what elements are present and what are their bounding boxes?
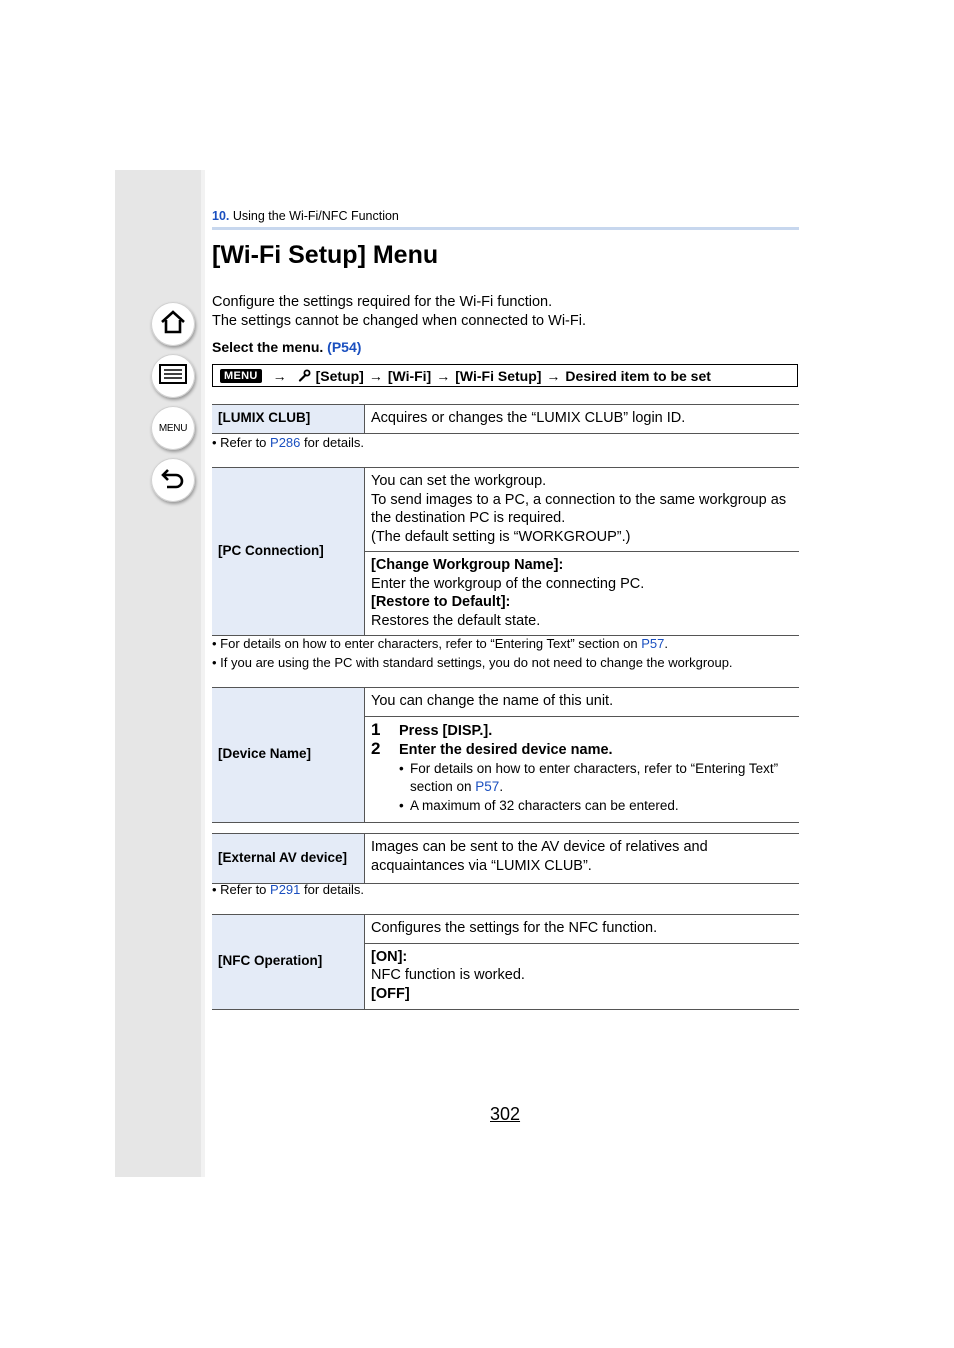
change-workgroup-title: [Change Workgroup Name]: [371, 557, 564, 573]
sub-line: For details on how to enter characters, refer to “Entering Text” [410, 760, 779, 776]
pc-connection-note-1 [212, 636, 668, 651]
menu-badge: MENU [220, 369, 262, 383]
menu-path [212, 364, 798, 387]
nfc-on-desc: NFC function is worked. [371, 967, 525, 983]
sub-text: A maximum of 32 characters can be entered. [410, 797, 679, 813]
nfc-desc: Configures the settings for the NFC function. [365, 915, 800, 944]
arrow: → [546, 367, 561, 384]
select-menu-label: Select the menu. [212, 339, 324, 355]
bullet: • [399, 797, 404, 813]
nfc-label: [NFC Operation] [212, 915, 365, 1010]
arrow: → [272, 367, 287, 384]
pc-connection-note-2: • If you are using the PC with standard settings, you do not need to change the workgroup. [212, 655, 733, 670]
back-button[interactable] [151, 458, 195, 502]
lumix-club-label: [LUMIX CLUB] [212, 405, 365, 434]
sub-bullet [371, 760, 793, 797]
sub-line: section on [410, 779, 476, 794]
desc-line: To send images to a PC, a connection to the same workgroup as [371, 491, 787, 508]
step-number: 2 [371, 739, 381, 758]
home-button[interactable] [151, 302, 195, 346]
chapter-header [212, 209, 399, 223]
step-2 [371, 740, 793, 760]
arrow: → [436, 367, 451, 384]
note-text: • Refer to [212, 435, 271, 450]
chapter-number: 10. [212, 209, 230, 223]
nfc-options [365, 943, 800, 1010]
device-name-label: [Device Name] [212, 688, 365, 823]
device-name-desc: You can change the name of this unit. [365, 688, 800, 717]
step-number: 1 [371, 719, 381, 739]
pc-connection-options [365, 552, 800, 636]
chapter-rule [212, 227, 799, 230]
note-text: for details. [300, 882, 364, 897]
restore-default-title: [Restore to Default]: [371, 594, 511, 610]
back-arrow-icon [159, 464, 187, 497]
note-text: • For details on how to enter characters, refer to “Entering Text” section on [212, 636, 642, 651]
desc-line: You can set the workgroup. [371, 473, 547, 489]
contents-button[interactable] [151, 354, 195, 398]
entering-text-link[interactable]: P57 [475, 779, 500, 794]
pc-connection-table [212, 467, 799, 636]
sub-line: . [499, 779, 504, 794]
lumix-club-table [212, 404, 799, 434]
nfc-on-title: [ON]: [371, 948, 408, 965]
note-text: for details. [300, 435, 364, 450]
change-workgroup-desc: Enter the workgroup of the connecting PC. [371, 575, 645, 592]
list-icon [158, 362, 188, 391]
external-av-note [212, 882, 364, 897]
desc-line: (The default setting is “WORKGROUP”.) [371, 528, 631, 545]
intro-text [212, 293, 586, 331]
menu-button[interactable] [151, 406, 195, 450]
step-1 [371, 721, 793, 741]
arrow: → [368, 367, 383, 384]
device-name-table [212, 687, 799, 823]
wrench-icon [298, 369, 311, 382]
note-text: • Refer to [212, 882, 271, 897]
desc-line: Images can be sent to the AV device of relatives and [371, 839, 708, 855]
pc-connection-label: [PC Connection] [212, 468, 365, 636]
step-text: Enter the desired device name. [399, 742, 613, 758]
select-menu-link[interactable]: (P54) [327, 339, 362, 355]
lumix-club-link[interactable]: P286 [270, 435, 301, 450]
nfc-table [212, 914, 799, 1010]
lumix-club-note [212, 435, 364, 450]
desc-line: the destination PC is required. [371, 510, 566, 526]
step-text: Press [DISP.]. [399, 722, 493, 739]
intro-line: Configure the settings required for the Wi-Fi function. [212, 294, 553, 310]
external-av-desc [365, 834, 800, 884]
restore-default-desc: Restores the default state. [371, 612, 541, 629]
path-wifi-setup: [Wi-Fi Setup] [455, 367, 542, 384]
pc-connection-desc [365, 468, 800, 552]
page-number: 302 [490, 1104, 521, 1124]
external-av-table [212, 833, 799, 884]
chapter-title: Using the Wi-Fi/NFC Function [232, 209, 399, 223]
menu-button-label: MENU [158, 422, 188, 434]
note-text: . [664, 636, 668, 651]
page-title: [Wi-Fi Setup] Menu [212, 241, 439, 269]
path-wifi: [Wi-Fi] [387, 367, 432, 384]
sub-bullet [371, 797, 793, 816]
home-icon [159, 308, 187, 341]
path-setup: [Setup] [315, 367, 364, 384]
lumix-club-desc: Acquires or changes the “LUMIX CLUB” login ID. [365, 405, 800, 434]
nfc-off-title: [OFF] [371, 985, 410, 1002]
device-name-steps [365, 716, 800, 823]
select-menu [212, 339, 361, 355]
bullet: • [399, 760, 404, 776]
external-av-label: [External AV device] [212, 834, 365, 884]
intro-line: The settings cannot be changed when connected to Wi-Fi. [212, 313, 586, 329]
sub-text [410, 760, 778, 797]
external-av-link[interactable]: P291 [270, 882, 301, 897]
path-item: Desired item to be set [565, 367, 711, 384]
desc-line: acquaintances via “LUMIX CLUB”. [371, 857, 592, 874]
entering-text-link[interactable]: P57 [641, 636, 665, 651]
sidebar-edge [201, 170, 205, 1177]
